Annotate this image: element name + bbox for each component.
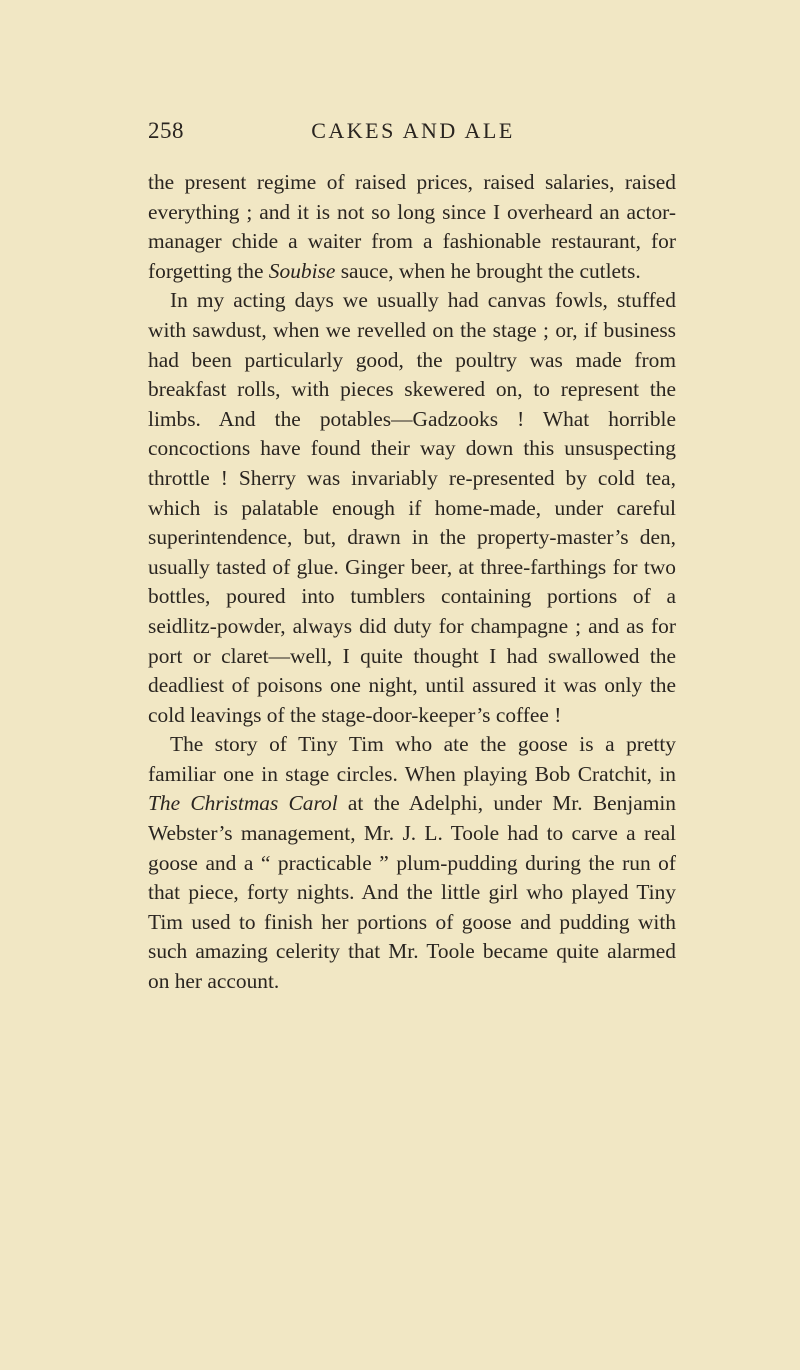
paragraph-2 xyxy=(148,286,676,730)
paragraph-1-text-b: sauce, when he brought the cutlets. xyxy=(335,258,641,283)
page-number: 258 xyxy=(148,118,184,143)
italic-christmas-carol: The Christmas Carol xyxy=(148,791,338,816)
paragraph-3-text-a: The story of Tiny Tim who ate the goose is a pretty familiar one in stage circles. When playing Bob Cratchit, in xyxy=(148,732,676,786)
body-text xyxy=(148,168,676,997)
paragraph-2-text: In my acting days we usually had canvas fowls, stuffed with sawdust, when we revelled on the stage ; or, if business had been particularly good, the poultry was made from breakfast rolls, with pieces skewered on, to represent the limbs. And the potables—Gadzooks ! What horrible concoctions have found their way down this unsuspecting throttle ! Sherry was invariably re-presented by cold tea, which is palatable enough if home-made, under careful superintendence, but, drawn in the property-master’s den, usually tasted of glue. Ginger beer, at three-farthings for two bottles, poured into tumblers containing portions of a seidlitz-powder, always did duty for champagne ; and as for port or claret—well, I quite thought I had swallowed the deadliest of poisons one night, until assured it was only the cold leavings of the stage-door-keeper’s coffee ! xyxy=(148,288,676,727)
paragraph-1 xyxy=(148,168,676,286)
paragraph-3-text-b: at the Adelphi, under Mr. Benjamin Webster’s management, Mr. J. L. Toole had to carve a real goose and a “ practicable ” plum-pudding during the run of that piece, forty nights. And the little girl who played Tiny Tim used to finish her portions of goose and pudding with such amazing celerity that Mr. Toole became quite alarmed on her account. xyxy=(148,791,676,994)
page-header xyxy=(148,118,678,148)
running-title: CAKES AND ALE xyxy=(311,118,515,143)
paragraph-1-text-a: the present regime of raised prices, raised salaries, raised everything ; and it is not so long since I overheard an actor-manager chide a waiter from a fashionable restaurant, for forgetting the xyxy=(148,170,676,283)
paragraph-3 xyxy=(148,730,676,996)
italic-soubise: Soubise xyxy=(268,258,336,283)
